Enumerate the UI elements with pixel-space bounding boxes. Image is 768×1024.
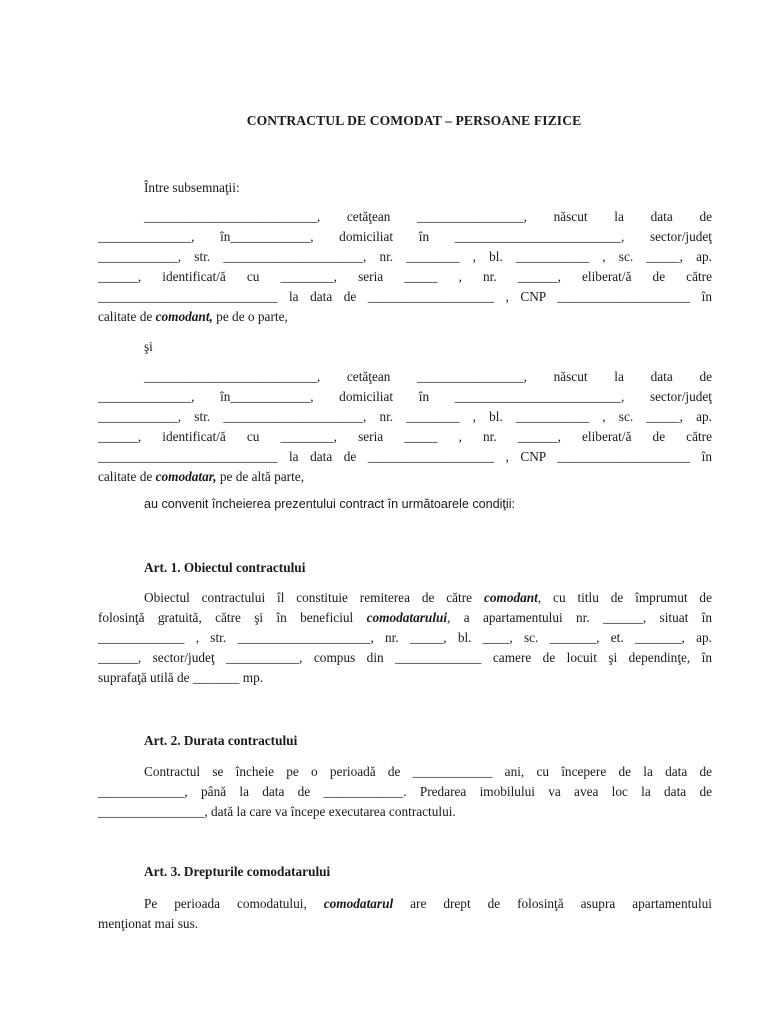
art-2-heading: Art. 2. Durata contractului [144,733,298,748]
art-3-heading: Art. 3. Drepturile comodatarului [144,864,331,879]
art-1-line [98,588,712,608]
art-1-line [98,608,712,628]
document-title: CONTRACTUL DE COMODAT – PERSOANE FIZICE [246,113,582,128]
party-1-role: comodant, [155,309,213,324]
party-1-line: ______, identificat/ă cu ________, seria _____ , nr. ______, eliberat/ă de către [98,269,712,284]
party-2-role-suffix: pe de altă parte, [216,469,305,484]
intro-paragraph [98,178,712,198]
art-3-comodatarul: comodatarul [323,896,394,911]
art-2-line: Contractul se încheie pe o perioadă de ____________ ani, cu începere de la data de [144,764,712,779]
party-2-line: ____________, str. _____________________, nr. ________ , bl. ___________ , sc. _____, ap. [98,409,712,424]
art-1-line: _____________ , str. ____________________, nr. _____, bl. ____, sc. _______, et. _______, ap. [98,630,712,645]
art-2-body [98,762,712,822]
art-1-text: , cu titlu de împrumut de [537,590,712,605]
party-2-block [98,367,712,487]
art-2-line: _____________, până la data de ____________. Predarea imobilului va avea loc la data de [98,784,712,799]
party-2-role-line [98,467,712,487]
party-1-line: ______________, în____________, domiciliat în _________________________, sector/judeţ [98,229,712,244]
intro-text: Între subsemnaţii: [144,180,240,195]
art-2-section [98,731,712,751]
art-1-body [98,588,712,688]
party-2-line: ___________________________ la data de ___________________ , CNP ____________________ în [98,449,712,464]
party-1-role-line [98,307,712,327]
and-paragraph [98,337,712,357]
art-1-line: ______, sector/judeţ ___________, compus din _____________ camere de locuit şi dependinţe, în [98,650,712,665]
party-1-role-prefix: calitate de [98,309,156,324]
art-3-body [98,894,712,934]
party-2-role-prefix: calitate de [98,469,156,484]
art-1-text: , a apartamentului nr. ______, situat în [447,610,712,625]
agreed-paragraph [98,494,712,514]
party-2-line: __________________________, cetăţean ________________, născut la data de [144,369,712,384]
party-2-role: comodatar, [155,469,217,484]
art-1-comodant: comodant [483,590,538,605]
art-1-heading: Art. 1. Obiectul contractului [144,560,306,575]
party-1-role-suffix: pe de o parte, [212,309,288,324]
party-2-line: ______________, în____________, domiciliat în _________________________, sector/judeţ [98,389,712,404]
art-1-text: folosinţă gratuită, către şi în beneficiul [98,610,367,625]
art-1-line: suprafaţă utilă de _______ mp. [98,670,264,685]
agreed-text: au convenit încheierea prezentului contract în următoarele condiţii: [144,497,516,511]
and-text: şi [144,339,153,354]
art-3-line: menţionat mai sus. [98,916,199,931]
party-1-block [98,207,712,327]
art-1-text: Obiectul contractului îl constituie remiterea de către [144,590,484,605]
art-1-comodatarului: comodatarului [366,610,448,625]
art-2-line: ________________, dată la care va începe executarea contractului. [98,804,456,819]
party-1-line: ___________________________ la data de ___________________ , CNP ____________________ în [98,289,712,304]
party-1-line: ____________, str. _____________________, nr. ________ , bl. ___________ , sc. _____, ap. [98,249,712,264]
party-2-line: ______, identificat/ă cu ________, seria _____ , nr. ______, eliberat/ă de către [98,429,712,444]
art-3-text: are drept de folosinţă asupra apartamentului [393,896,712,911]
art-3-section [98,862,712,882]
art-1-section [98,558,712,578]
party-1-line: __________________________, cetăţean ________________, născut la data de [144,209,712,224]
art-3-line [98,894,712,914]
art-3-text: Pe perioada comodatului, [144,896,324,911]
